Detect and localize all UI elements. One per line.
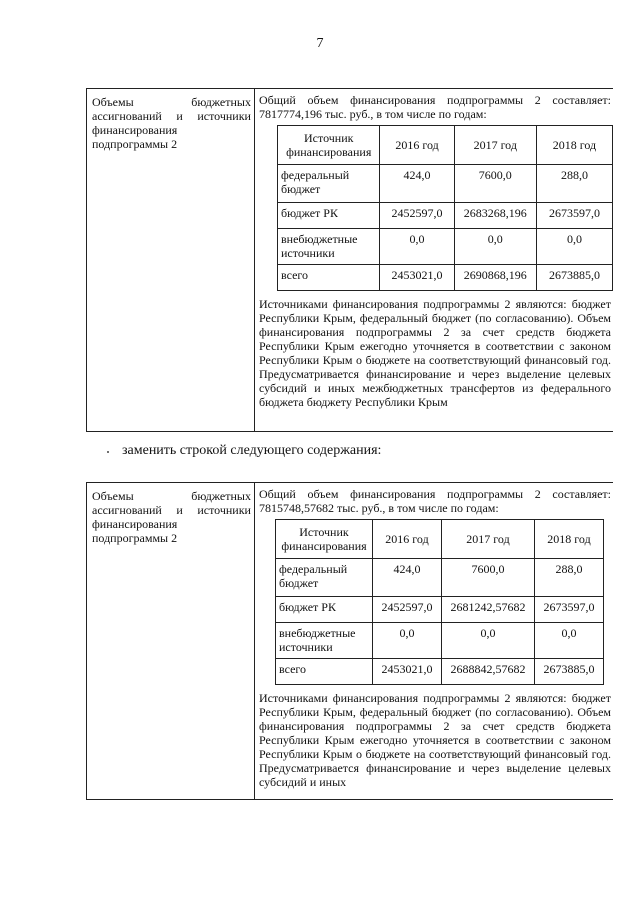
table-row [276,597,604,623]
label-word: финансирования [92,123,178,137]
header-2018: 2018 год [536,126,612,165]
table-row [276,559,604,597]
page-number: 7 [316,36,324,51]
row-source: внебюджетные источники [276,623,373,659]
cell-2016: 0,0 [373,623,442,659]
old-passport-row [86,88,613,432]
cell-2017: 2690868,196 [454,265,536,291]
cell-2018: 0,0 [535,623,604,659]
cell-2017: 0,0 [442,623,535,659]
cell-2016: 2452597,0 [373,597,442,623]
cell-2016: 2452597,0 [380,203,454,229]
cell-2018: 2673885,0 [535,659,604,685]
header-2016: 2016 год [380,126,454,165]
cell-2016: 2453021,0 [380,265,454,291]
cell-2018: 288,0 [536,165,612,203]
label-word: и [176,109,183,123]
cell-2018: 2673597,0 [536,203,612,229]
cell-2018: 0,0 [536,229,612,265]
cell-2018: 2673885,0 [536,265,612,291]
table-row [278,203,613,229]
new-row-label [87,483,255,799]
old-financing-table [277,125,613,291]
new-row-content [255,483,613,803]
cell-2016: 2453021,0 [373,659,442,685]
label-word: финансирования [92,517,178,531]
label-word: и [176,503,183,517]
label-word: подпрограммы 2 [92,137,178,151]
replace-instruction: заменить строкой следующего содержания: [122,443,382,458]
row-source: бюджет РК [276,597,373,623]
header-2017: 2017 год [442,520,535,559]
row-source: бюджет РК [278,203,380,229]
cell-2016: 424,0 [380,165,454,203]
cell-2016: 0,0 [380,229,454,265]
cell-2017: 2683268,196 [454,203,536,229]
cell-2017: 7600,0 [442,559,535,597]
row-source: федеральный бюджет [276,559,373,597]
table-row [276,659,604,685]
cell-2018: 288,0 [535,559,604,597]
cell-2017: 7600,0 [454,165,536,203]
new-intro-text: Общий объем финансирования подпрограммы 2 составляет: 7815748,57682 тыс. руб., в том числе по годам: [259,487,611,515]
cell-2017: 2681242,57682 [442,597,535,623]
table-row [276,623,604,659]
label-word: подпрограммы 2 [92,531,178,545]
label-word: бюджетных [191,95,251,109]
label-word: источники [197,109,251,123]
old-intro-text: Общий объем финансирования подпрограммы 2 составляет: 7817774,196 тыс. руб., в том числе по годам: [259,93,611,121]
header-source: Источник финансирования [276,520,373,559]
cell-2018: 2673597,0 [535,597,604,623]
row-source: федеральный бюджет [278,165,380,203]
bullet-dot [107,451,109,453]
label-word: ассигнований [92,109,162,123]
old-row-content [255,89,613,435]
header-source: Источник финансирования [278,126,380,165]
cell-2016: 424,0 [373,559,442,597]
cell-2017: 0,0 [454,229,536,265]
label-word: ассигнований [92,503,162,517]
label-word: бюджетных [191,489,251,503]
label-word: Объемы [92,489,134,503]
old-sources-paragraph: Источниками финансирования подпрограммы 2 являются: бюджет Республики Крым, федеральный бюджет (по согласованию). Объем финансирования подпрограммы 2 за счет средств бюджета Республики Крым ежегодно уточняется в соответствии с законом Республики Крым о бюджете на соответствующий финансовый год. Предусматривается финансирование и через выделение целевых субсидий и иных межбюджетных трансфертов из федерального бюджета бюджету Республики Крым [259,297,611,409]
table-row [278,265,613,291]
table-header-row [278,126,613,165]
old-row-label [87,89,255,431]
table-row [278,229,613,265]
label-word: Объемы [92,95,134,109]
table-row [278,165,613,203]
header-2017: 2017 год [454,126,536,165]
new-financing-table [275,519,604,685]
row-source: всего [276,659,373,685]
table-header-row [276,520,604,559]
new-sources-paragraph: Источниками финансирования подпрограммы 2 являются: бюджет Республики Крым, федеральный бюджет (по согласованию). Объем финансирования подпрограммы 2 за счет средств бюджета Республики Крым ежегодно уточняется в соответствии с законом Республики Крым о бюджете на соответствующий финансовый год. Предусматривается финансирование и через выделение целевых субсидий и иных [259,691,611,789]
cell-2017: 2688842,57682 [442,659,535,685]
row-source: всего [278,265,380,291]
label-word: источники [197,503,251,517]
row-source: внебюджетные источники [278,229,380,265]
new-passport-row [86,482,613,800]
header-2016: 2016 год [373,520,442,559]
header-2018: 2018 год [535,520,604,559]
